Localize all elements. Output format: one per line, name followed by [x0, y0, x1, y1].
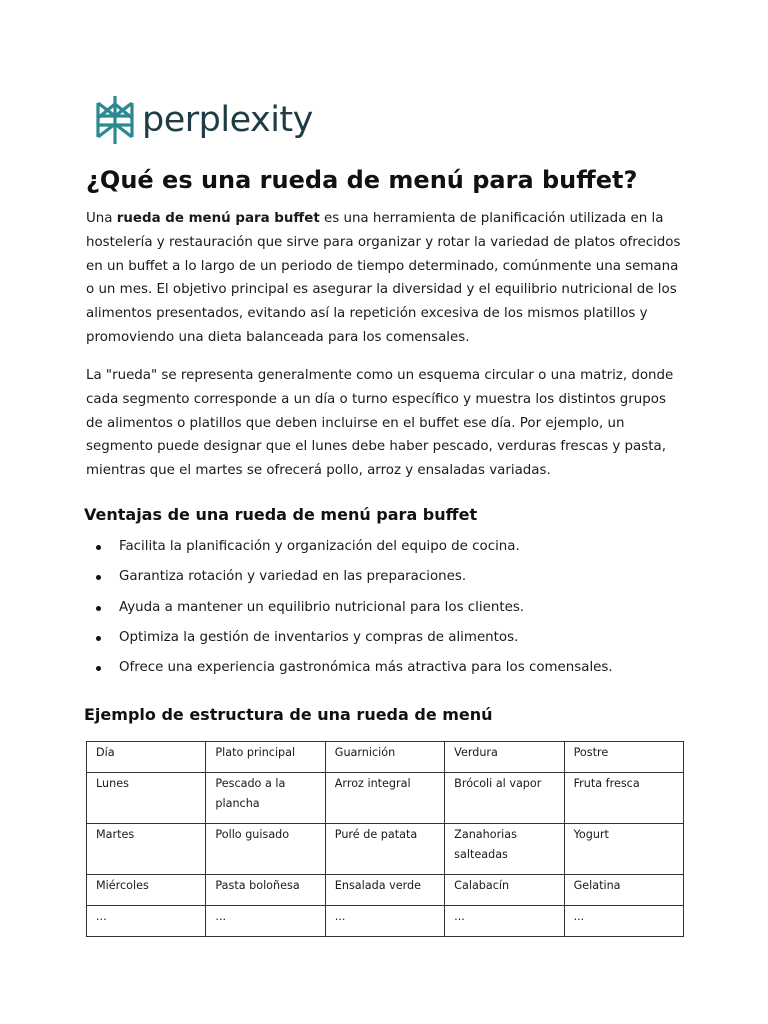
table-cell: ... [325, 906, 444, 937]
list-item: Ofrece una experiencia gastronómica más atractiva para los comensales. [86, 656, 686, 679]
table-cell: Fruta fresca [564, 773, 683, 824]
list-item: Optimiza la gestión de inventarios y compras de alimentos. [86, 626, 686, 649]
intro-bold-term: rueda de menú para buffet [116, 211, 320, 226]
table-cell: Yogurt [564, 824, 683, 875]
table-cell: Arroz integral [325, 773, 444, 824]
table-cell: Ensalada verde [325, 875, 444, 906]
table-cell: Pollo guisado [206, 824, 325, 875]
brand-name: perplexity [142, 99, 313, 140]
list-item: Garantiza rotación y variedad en las preparaciones. [86, 565, 686, 588]
table-row [87, 824, 684, 875]
advantages-list [86, 535, 686, 686]
table-header-cell: Guarnición [325, 742, 444, 773]
table-header-cell: Verdura [445, 742, 564, 773]
intro-paragraph [86, 207, 686, 350]
intro-suffix: es una herramienta de planificación utilizada en la hostelería y restauración que sirve para organizar y rotar la variedad de platos ofrecidos en un buffet a lo largo de un periodo de tiempo determinado, comúnmente una semana o un mes. El objetivo principal es asegurar la diversidad y el equilibrio nutricional de los alimentos presentados, evitando así la repetición excesiva de los mismos platillos y promoviendo una dieta balanceada para los comensales. [86, 211, 681, 345]
table-cell: ... [206, 906, 325, 937]
intro-prefix: Una [86, 211, 117, 226]
perplexity-logo [94, 94, 313, 146]
menu-table [86, 741, 684, 937]
table-cell: Pasta boloñesa [206, 875, 325, 906]
table-cell: Brócoli al vapor [445, 773, 564, 824]
table-header-cell: Postre [564, 742, 683, 773]
rueda-paragraph: La "rueda" se representa generalmente como un esquema circular o una matriz, donde cada segmento corresponde a un día o turno específico y muestra los distintos grupos de alimentos o platillos que deben incluirse en el buffet ese día. Por ejemplo, un segmento puede designar que el lunes debe haber pescado, verduras frescas y pasta, mientras que el martes se ofrecerá pollo, arroz y ensaladas variadas. [86, 368, 674, 479]
table-cell: Puré de patata [325, 824, 444, 875]
table-row [87, 906, 684, 937]
table-cell: Pescado a la plancha [206, 773, 325, 824]
table-header-cell: Día [87, 742, 206, 773]
table-cell: Zanahorias salteadas [445, 824, 564, 875]
table-cell: Martes [87, 824, 206, 875]
table-cell: Miércoles [87, 875, 206, 906]
table-cell: Lunes [87, 773, 206, 824]
page-title: ¿Qué es una rueda de menú para buffet? [86, 166, 638, 194]
table-header-cell: Plato principal [206, 742, 325, 773]
list-item: Facilita la planificación y organización del equipo de cocina. [86, 535, 686, 558]
table-cell: ... [87, 906, 206, 937]
table-cell: ... [445, 906, 564, 937]
table-cell: Gelatina [564, 875, 683, 906]
table-cell: ... [564, 906, 683, 937]
table-cell: Calabacín [445, 875, 564, 906]
example-heading: Ejemplo de estructura de una rueda de menú [84, 705, 493, 724]
table-header-row [87, 742, 684, 773]
table-row [87, 773, 684, 824]
table-row [87, 875, 684, 906]
perplexity-logo-icon [94, 94, 136, 146]
list-item: Ayuda a mantener un equilibrio nutricional para los clientes. [86, 596, 686, 619]
advantages-heading: Ventajas de una rueda de menú para buffet [84, 505, 478, 524]
